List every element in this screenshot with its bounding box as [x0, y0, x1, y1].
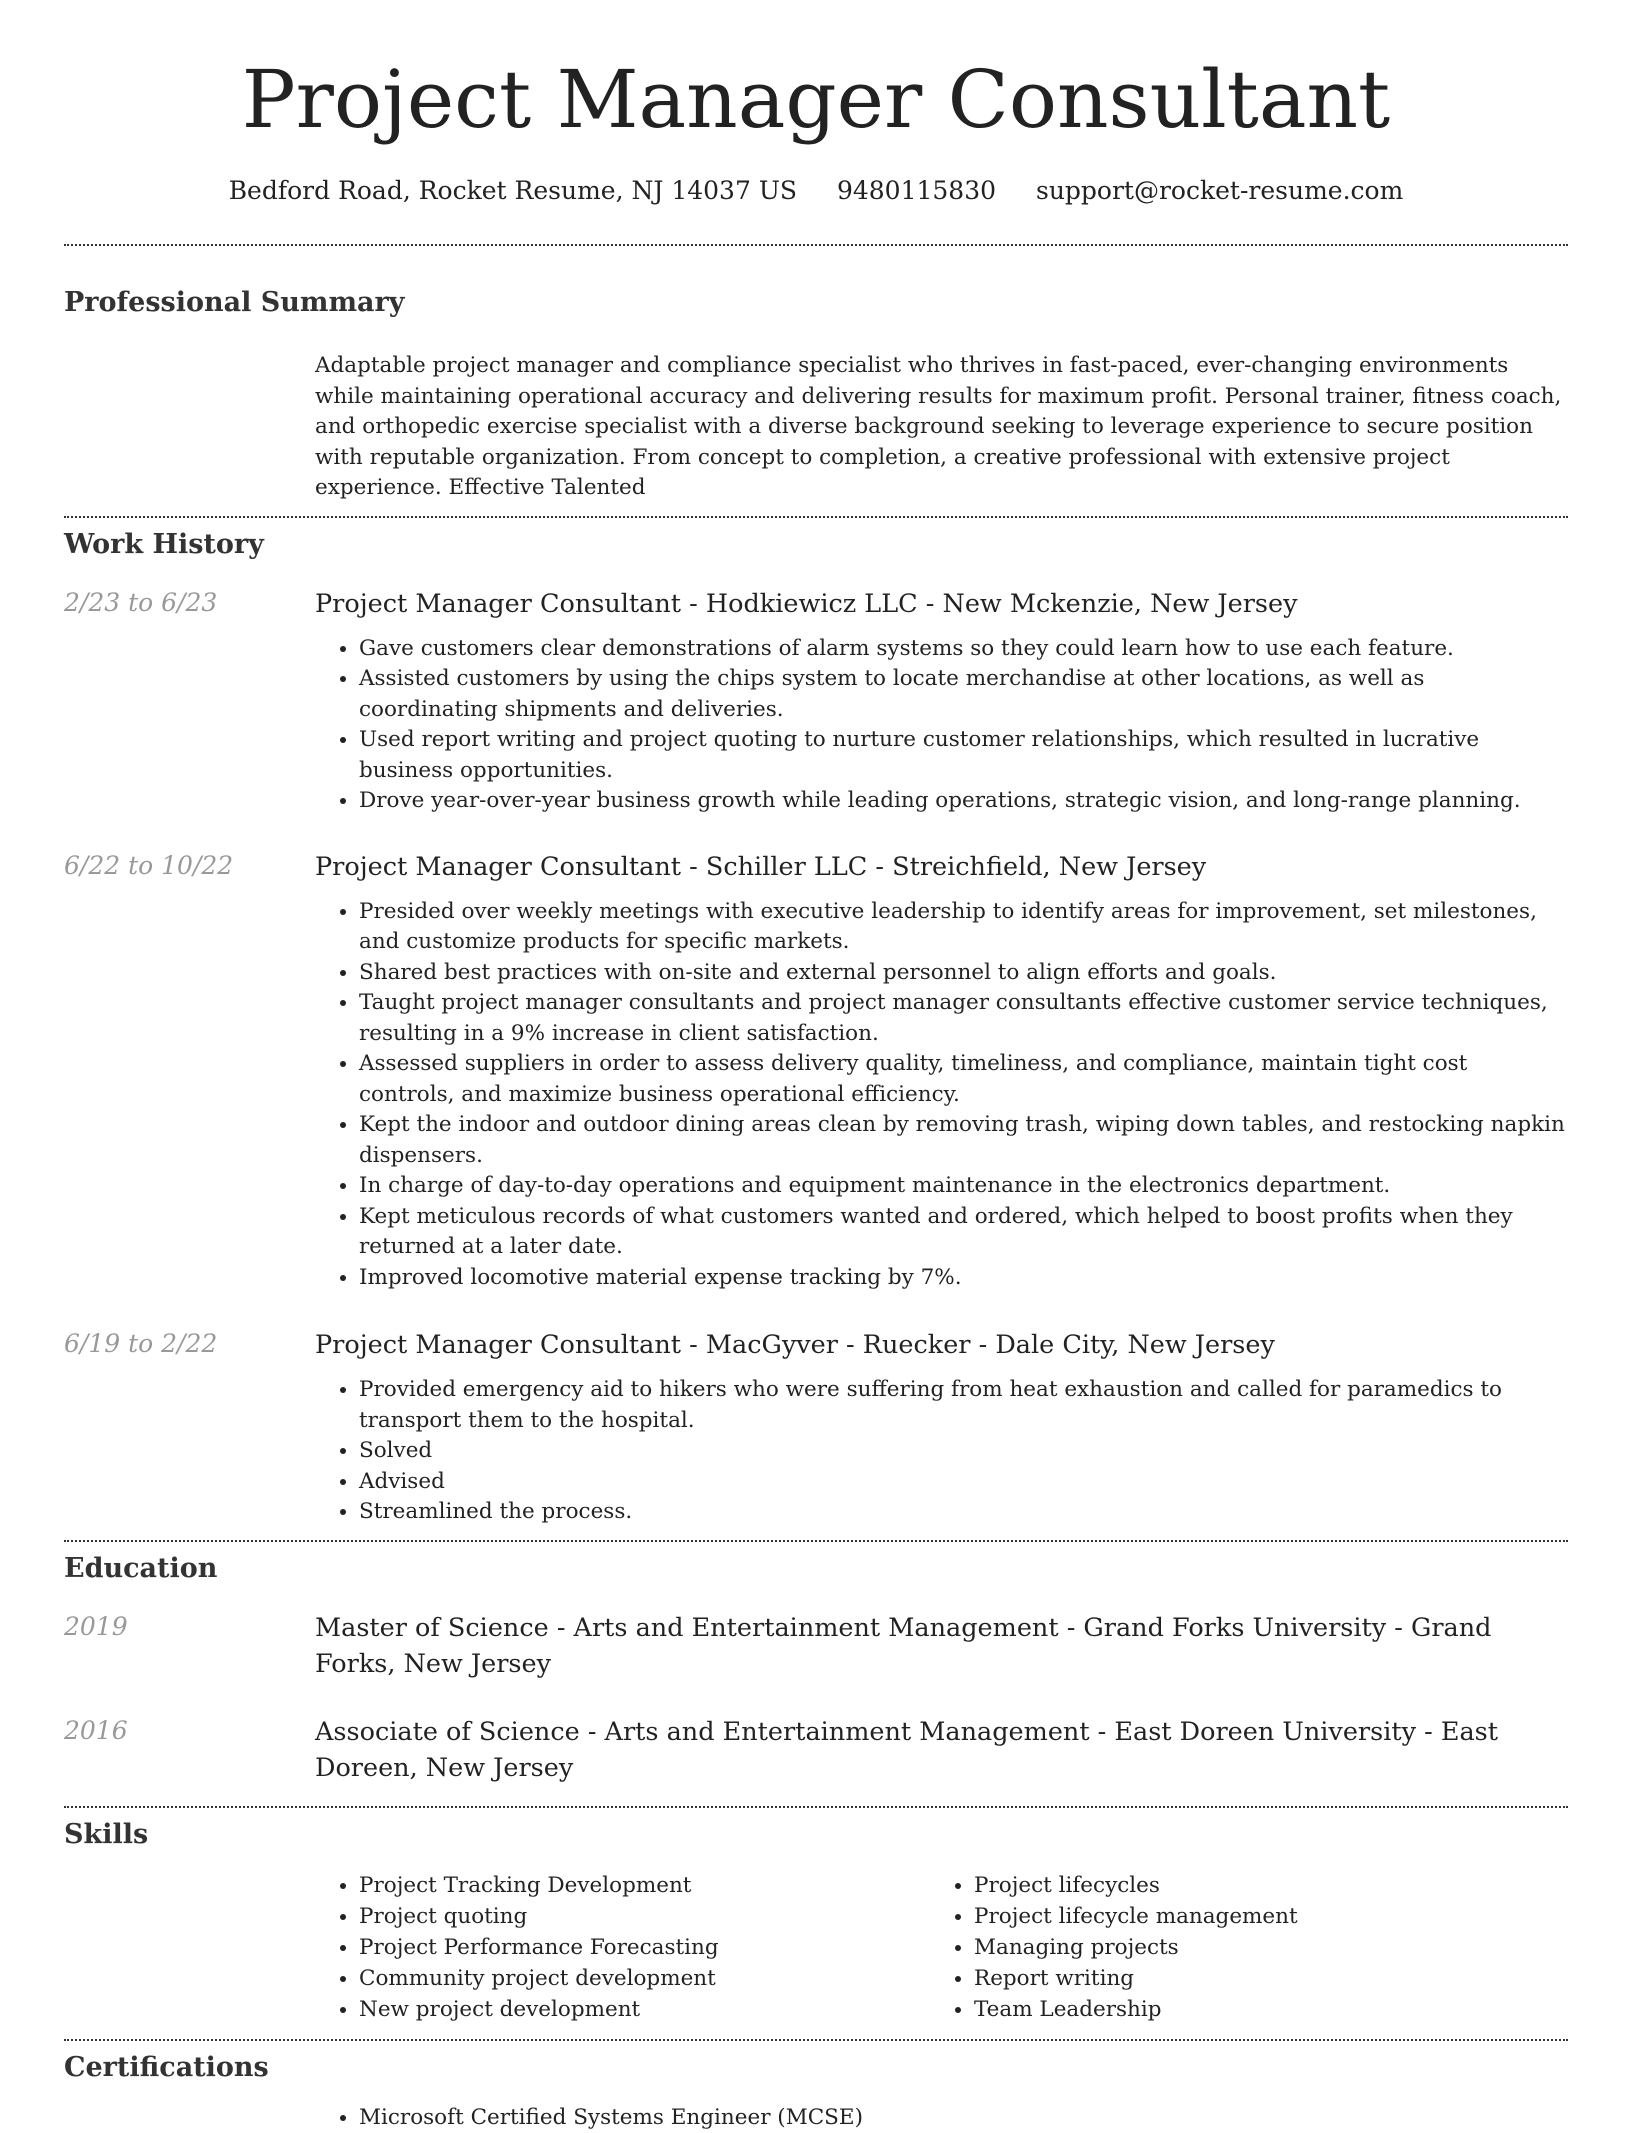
- skills-list-left: [315, 1870, 930, 2025]
- job-bullet: • Advised: [359, 1467, 1568, 1498]
- education-title: Master of Science - Arts and Entertainment Management - Grand Forks University - Grand Forks, New Jersey: [315, 1610, 1568, 1682]
- job-bullet: • Improved locomotive material expense tracking by 7%.: [359, 1263, 1568, 1294]
- job-bullet: • Shared best practices with on-site and external personnel to align efforts and goals.: [359, 958, 1568, 989]
- job-bullet: • In charge of day-to-day operations and equipment maintenance in the electronics department.: [359, 1171, 1568, 1202]
- job-bullet: • Used report writing and project quoting to nurture customer relationships, which resulted in lucrative business opportunities.: [359, 725, 1568, 786]
- section-divider: [64, 244, 1568, 246]
- contact-email: support@rocket-resume.com: [1036, 176, 1403, 205]
- job-title: Project Manager Consultant - Hodkiewicz LLC - New Mckenzie, New Jersey: [315, 586, 1568, 622]
- contact-line: [64, 174, 1568, 208]
- job-bullets: [359, 1375, 1568, 1528]
- job-bullet: • Kept meticulous records of what customers wanted and ordered, which helped to boost profits when they returned at a later date.: [359, 1202, 1568, 1263]
- education-title: Associate of Science - Arts and Entertainment Management - East Doreen University - East Doreen, New Jersey: [315, 1714, 1568, 1786]
- skill-item: • Project Tracking Development: [359, 1870, 930, 1901]
- skills-heading: Skills: [64, 1818, 1568, 1852]
- section-divider: [64, 1806, 1568, 1808]
- education-date: 2016: [64, 1714, 128, 1748]
- job-bullet: • Taught project manager consultants and project manager consultants effective customer service techniques, resulting in a 9% increase in client satisfaction.: [359, 988, 1568, 1049]
- job-bullet: • Provided emergency aid to hikers who were suffering from heat exhaustion and called for paramedics to transport them to the hospital.: [359, 1375, 1568, 1436]
- job-bullet: • Assisted customers by using the chips system to locate merchandise at other locations, as well as coordinating shipments and deliveries.: [359, 664, 1568, 725]
- resume-name: Project Manager Consultant: [64, 0, 1568, 148]
- job-title: Project Manager Consultant - MacGyver - Ruecker - Dale City, New Jersey: [315, 1327, 1568, 1363]
- skill-item: • Report writing: [974, 1963, 1545, 1994]
- section-divider: [64, 2039, 1568, 2041]
- work-history-heading: Work History: [64, 528, 1568, 562]
- education-entry: [64, 1610, 1568, 1682]
- contact-phone: 9480115830: [837, 176, 996, 205]
- skill-item: • Project quoting: [359, 1901, 930, 1932]
- summary-heading: Professional Summary: [64, 286, 1568, 320]
- job-entry: [64, 1327, 1568, 1528]
- job-bullets: [359, 897, 1568, 1294]
- education-heading: Education: [64, 1552, 1568, 1586]
- job-bullet: • Assessed suppliers in order to assess delivery quality, timeliness, and compliance, maintain tight cost controls, and maximize business operational efficiency.: [359, 1049, 1568, 1110]
- section-divider: [64, 516, 1568, 518]
- job-bullet: • Drove year-over-year business growth while leading operations, strategic vision, and long-range planning.: [359, 786, 1568, 817]
- certifications-heading: Certifications: [64, 2051, 1568, 2085]
- skills-columns: [315, 1870, 1568, 2025]
- section-divider: [64, 1540, 1568, 1542]
- skill-item: • Team Leadership: [974, 1994, 1545, 2025]
- job-bullet: • Streamlined the process.: [359, 1497, 1568, 1528]
- job-bullets: [359, 634, 1568, 817]
- resume-page: [64, 0, 1568, 2133]
- skill-item: • Project lifecycle management: [974, 1901, 1545, 1932]
- certifications-list: [359, 2103, 1568, 2133]
- skill-item: • Community project development: [359, 1963, 930, 1994]
- job-entry: [64, 849, 1568, 1294]
- job-bullet: • Solved: [359, 1436, 1568, 1467]
- skills-list-right: [930, 1870, 1545, 2025]
- job-entry: [64, 586, 1568, 817]
- job-date: 6/22 to 10/22: [64, 849, 233, 883]
- job-date: 6/19 to 2/22: [64, 1327, 217, 1361]
- summary-text: Adaptable project manager and compliance specialist who thrives in fast-paced, ever-changing environments while maintaining operational accuracy and delivering results for maximum profit. Personal trainer, fitness coach, and orthopedic exercise specialist with a diverse background seeking to leverage experience to secure position with reputable organization. From concept to completion, a creative professional with extensive project experience. Effective Talented: [315, 351, 1568, 504]
- education-date: 2019: [64, 1610, 128, 1644]
- skill-item: • Project lifecycles: [974, 1870, 1545, 1901]
- education-entry: [64, 1714, 1568, 1786]
- job-bullet: • Presided over weekly meetings with executive leadership to identify areas for improvement, set milestones, and customize products for specific markets.: [359, 897, 1568, 958]
- contact-address: Bedford Road, Rocket Resume, NJ 14037 US: [229, 176, 797, 205]
- skill-item: • Project Performance Forecasting: [359, 1932, 930, 1963]
- skill-item: • Managing projects: [974, 1932, 1545, 1963]
- skill-item: • New project development: [359, 1994, 930, 2025]
- job-bullet: • Kept the indoor and outdoor dining areas clean by removing trash, wiping down tables, and restocking napkin dispensers.: [359, 1110, 1568, 1171]
- job-bullet: • Gave customers clear demonstrations of alarm systems so they could learn how to use each feature.: [359, 634, 1568, 665]
- certification-item: • Microsoft Certified Systems Engineer (MCSE): [359, 2103, 1568, 2133]
- job-title: Project Manager Consultant - Schiller LLC - Streichfield, New Jersey: [315, 849, 1568, 885]
- job-date: 2/23 to 6/23: [64, 586, 217, 620]
